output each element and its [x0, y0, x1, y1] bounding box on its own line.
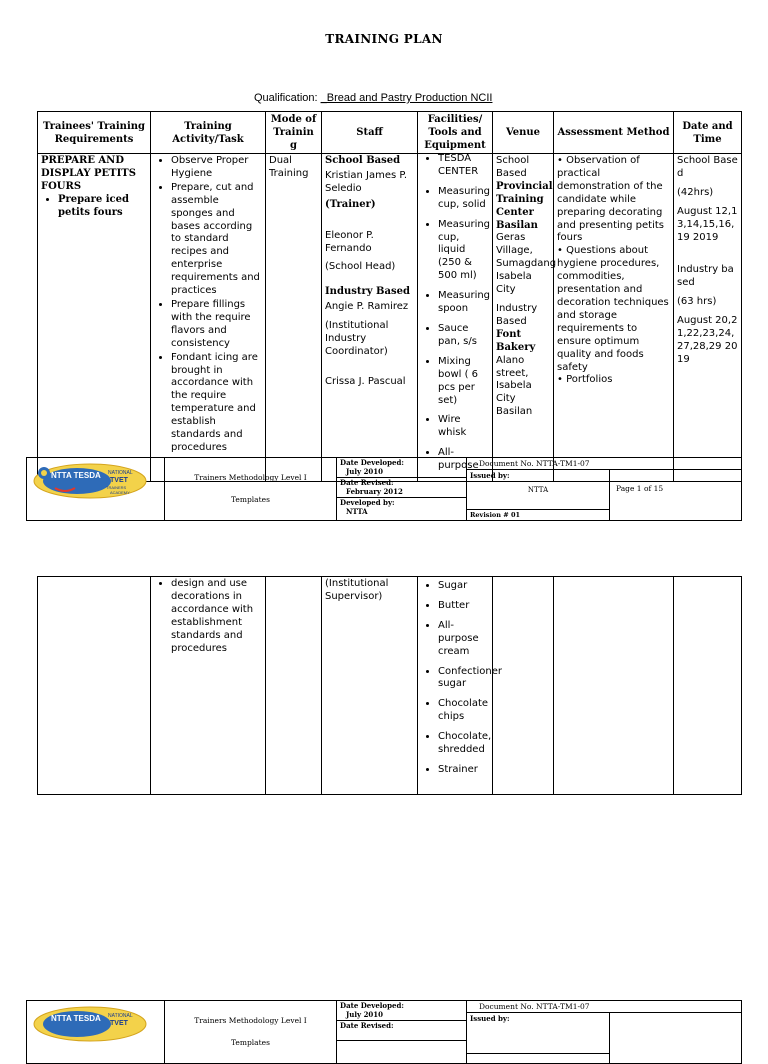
table-row: [38, 577, 742, 795]
venue-cell: [493, 154, 557, 482]
date-industry-dates: August 20,21,22,23,24,27,28,29 2019: [677, 315, 738, 365]
list-item: • TESDA CENTER: [438, 153, 489, 179]
table-row: [38, 154, 742, 482]
qualification-line: [254, 92, 492, 104]
footer-dates-cell: [337, 458, 467, 521]
page-number-cell: [610, 1013, 742, 1064]
header-row: [38, 112, 742, 154]
revision-cell: [467, 1053, 610, 1063]
list-item: • All-purpose cream: [438, 620, 489, 659]
staff-role: (Trainer): [325, 198, 376, 210]
developed-by: NTTA: [346, 507, 368, 516]
assessment-cell: [554, 577, 674, 795]
list-item: • Sugar: [438, 580, 489, 593]
date-school-dates: August 12,13,14,15,16,19 2019: [677, 205, 738, 243]
staff-person: Eleonor P. Fernando: [325, 229, 374, 254]
venue-school-name: Provincial Training Center Basilan: [496, 180, 553, 231]
training-plan-table: [37, 111, 742, 482]
document-footer: [26, 457, 742, 521]
svg-text:TVET: TVET: [110, 1020, 128, 1027]
list-item: Questions about hygiene procedures, commodities, presentation and decoration techniques and storage requirements to ensure optimum quality and foods safety: [557, 245, 669, 373]
date-revised: February 2012: [346, 487, 403, 496]
footer-logo-cell: [27, 1001, 165, 1064]
header-facilities: Facilities/ Tools and Equipment: [418, 112, 493, 154]
staff-cell: [322, 154, 418, 482]
facilities-cell: [418, 154, 493, 482]
activity-cell: [151, 154, 266, 482]
staff-school-heading: School Based: [325, 155, 401, 166]
footer-subtitle: Templates: [231, 495, 270, 504]
ntta-logo-icon: [30, 1005, 150, 1043]
staff-cell: (Institutional Supervisor): [322, 577, 418, 795]
svg-text:TRAINERS: TRAINERS: [106, 485, 127, 490]
venue-school-address: Geras Village, Sumagdang Isabela City: [496, 232, 557, 296]
issued-by-label: Issued by:: [470, 1014, 510, 1024]
date-industry-hours: (63 hrs): [677, 296, 717, 308]
staff-person: Angie P. Ramirez: [325, 301, 409, 313]
venue-cell: [493, 577, 554, 795]
header-venue: Venue: [493, 112, 554, 154]
svg-text:NATIONAL: NATIONAL: [108, 1013, 133, 1019]
document-footer-2: [26, 1000, 742, 1064]
staff-person: Kristian James P. Seledio: [325, 169, 408, 194]
svg-text:NATIONAL: NATIONAL: [108, 470, 133, 476]
date-developed: July 2010: [346, 467, 384, 476]
footer-title: Trainers Methodology Level I: [194, 1016, 307, 1025]
date-developed: July 2010: [346, 1010, 384, 1019]
list-item: • Measuring cup, liquid (250 & 500 ml): [438, 219, 489, 284]
document-number: Document No. NTTA-TM1-07: [467, 458, 742, 470]
list-item: • Mixing bowl ( 6 pcs per set): [438, 356, 489, 408]
staff-person: Crissa J. Pascual: [325, 375, 406, 387]
date-developed-label: Date Developed:: [340, 1001, 404, 1010]
list-item: • Measuring cup, solid: [438, 186, 489, 212]
list-item: • Butter: [438, 600, 489, 613]
list-item: • Fondant icing are brought in accordance with the require temperature and establish standards and procedures: [171, 352, 262, 455]
developed-by-label: Developed by:: [340, 498, 395, 507]
list-item: • All-purpose: [438, 447, 489, 473]
footer-title-cell: [165, 458, 337, 521]
requirements-item: Prepare iced petits fours: [58, 193, 129, 218]
list-item: Portfolios: [566, 374, 613, 386]
venue-industry-name: Font Bakery: [496, 328, 536, 353]
date-industry-label: Industry based: [677, 264, 734, 289]
activity-cell: [151, 577, 266, 795]
training-plan-table-continued: [37, 576, 742, 795]
list-item: Observation of practical demonstration of the candidate while preparing decorating and presenting petits fours: [557, 155, 664, 244]
issued-by-label: Issued by:: [470, 471, 510, 480]
list-item: • Measuring spoon: [438, 290, 489, 316]
qualification-value: _Bread and Pastry Production NCII: [320, 92, 493, 104]
list-item: • Prepare, cut and assemble sponges and bases according to standard recipes and enterprise requirements and practices: [171, 182, 262, 298]
staff-role: (School Head): [325, 261, 396, 273]
header-date: Date and Time: [674, 112, 742, 154]
page-number: Page 1 of 15: [610, 470, 742, 521]
requirements-cell: [38, 154, 151, 482]
list-item: • Wire whisk: [438, 414, 489, 440]
revision-number: Revision # 01: [467, 510, 610, 521]
svg-text:NTTA TESDA: NTTA TESDA: [51, 471, 101, 480]
document-number: Document No. NTTA-TM1-07: [467, 1001, 742, 1013]
list-item: • Sauce pan, s/s: [438, 323, 489, 349]
svg-text:ACADEMY: ACADEMY: [110, 490, 130, 495]
list-item: • design and use decorations in accordance with establishment standards and procedures: [171, 578, 262, 655]
list-item: • Observe Proper Hygiene: [171, 155, 262, 181]
footer-title-cell: [165, 1001, 337, 1064]
footer-subtitle: Templates: [231, 1038, 270, 1047]
header-assessment: Assessment Method: [554, 112, 674, 154]
svg-text:NTTA TESDA: NTTA TESDA: [51, 1014, 101, 1023]
svg-text:TVET: TVET: [110, 477, 128, 484]
date-revised-label: Date Revised:: [340, 1021, 394, 1030]
footer-title: Trainers Methodology Level I: [194, 473, 307, 482]
date-developed-label: Date Developed:: [340, 458, 404, 467]
footer-logo-cell: [27, 458, 165, 521]
issued-by-cell: [467, 1013, 610, 1054]
mode-cell: [266, 577, 322, 795]
mode-cell: Dual Training: [266, 154, 322, 482]
staff-role: (Institutional Industry Coordinator): [325, 320, 389, 357]
requirements-title: PREPARE AND DISPLAY PETITS FOURS: [41, 155, 136, 192]
header-requirements: Trainees' Training Requirements: [38, 112, 151, 154]
date-school-hours: (42hrs): [677, 186, 714, 198]
list-item: • Prepare fillings with the require flavors and consistency: [171, 299, 262, 351]
footer-dates-cell: [337, 1001, 467, 1064]
assessment-cell: • Observation of practical demonstration of the candidate while preparing decorating and presenting petits fours • Questions about hygiene procedures, commodities, presentation and decoration techniques and storage requirements to ensure optimum quality and foods safety • Portfolios: [554, 154, 674, 482]
date-revised-label: Date Revised:: [340, 478, 394, 487]
staff-industry-heading: Industry Based: [325, 286, 410, 298]
header-activity: Training Activity/Task: [151, 112, 266, 154]
header-staff: Staff: [322, 112, 418, 154]
qualification-label: Qualification:: [254, 92, 318, 104]
list-item: • Chocolate, shredded: [438, 731, 489, 757]
date-school-label: School Based: [677, 155, 738, 179]
venue-industry-address: Alano street, Isabela City Basilan: [496, 354, 533, 418]
ntta-logo-icon: [30, 462, 150, 500]
date-cell: [674, 154, 742, 482]
page-title: TRAINING PLAN: [325, 32, 443, 46]
list-item: • Strainer: [438, 764, 489, 777]
venue-industry-label: Industry Based: [496, 302, 538, 327]
venue-school-label: School Based: [496, 155, 530, 179]
date-cell: [674, 577, 742, 795]
facilities-cell: [418, 577, 503, 795]
requirements-cell: [38, 577, 151, 795]
issued-by: NTTA: [527, 486, 549, 494]
header-mode: Mode of Trainin g: [266, 112, 322, 154]
issued-by-cell: [467, 470, 610, 510]
list-item: • Chocolate chips: [438, 698, 489, 724]
list-item: • Confectioner sugar: [438, 666, 489, 692]
